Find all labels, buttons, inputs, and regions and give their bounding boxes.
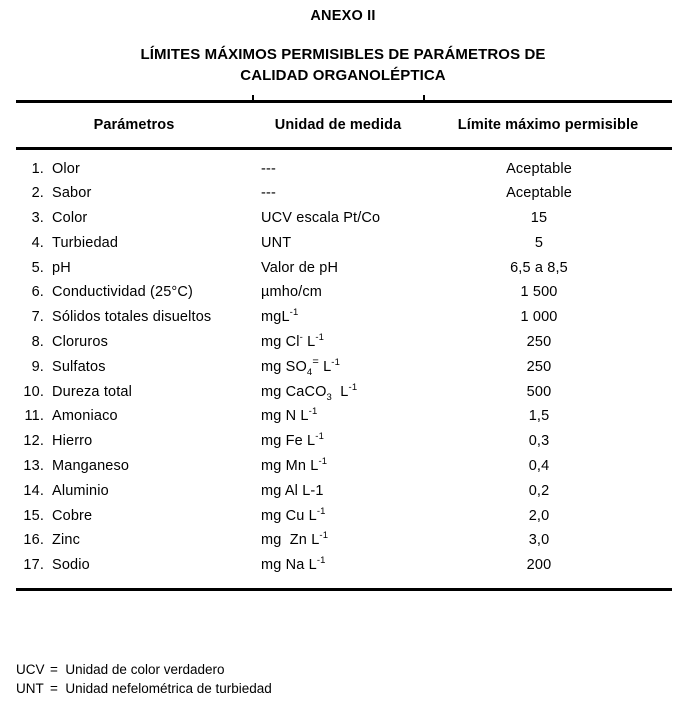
column-header-limite-maximo-permisible: Límite máximo permisible — [457, 117, 639, 133]
cell-unidad-de-medida: UCV escala Pt/Co — [261, 210, 381, 227]
row-number: 8. — [31, 334, 44, 351]
cell-unidad-de-medida: µmho/cm — [261, 284, 322, 301]
table-row — [16, 282, 672, 307]
footnote-key: UNT — [16, 681, 44, 696]
table-row — [16, 258, 672, 283]
footnote-text: Unidad de color verdadero — [57, 662, 225, 677]
cell-limite-maximo-permisible: 250 — [526, 334, 552, 351]
table-row — [16, 382, 672, 407]
cell-unidad-de-medida: mg N $L^{-1}$ — [261, 406, 318, 425]
cell-limite-maximo-permisible: 500 — [526, 383, 552, 400]
cell-unidad-de-medida: mg Na $L^{-1}$ — [261, 555, 326, 574]
cell-unidad-de-medida: --- — [261, 160, 276, 177]
footnote — [16, 660, 272, 679]
cell-parametro: Amoniaco — [52, 408, 118, 425]
table-row — [16, 555, 672, 580]
table-body — [16, 150, 672, 589]
cell-parametro: Sulfatos — [52, 358, 106, 375]
cell-limite-maximo-permisible: 200 — [526, 557, 552, 574]
cell-limite-maximo-permisible: 1 000 — [520, 309, 558, 326]
cell-limite-maximo-permisible: 6,5 a 8,5 — [510, 259, 568, 276]
cell-limite-maximo-permisible: 1 500 — [520, 284, 558, 301]
cell-parametro: Sabor — [52, 185, 92, 202]
table-row — [16, 431, 672, 456]
row-number: 16. — [23, 532, 44, 549]
row-number: 4. — [31, 234, 44, 251]
cell-limite-maximo-permisible: 3,0 — [528, 532, 550, 549]
row-number: 7. — [31, 309, 44, 326]
cell-parametro: Hierro — [52, 433, 93, 450]
cell-unidad-de-medida: mg Al L-1 — [261, 482, 324, 499]
cell-parametro: Sodio — [52, 557, 90, 574]
cell-unidad-de-medida: mg Zn $L^{-1}$ — [261, 530, 329, 549]
cell-limite-maximo-permisible: 15 — [530, 210, 548, 227]
cell-parametro: pH — [52, 259, 71, 276]
table-row — [16, 530, 672, 555]
page-subtitle-line-1: LÍMITES MÁXIMOS PERMISIBLES DE PARÁMETROS DE — [140, 46, 546, 63]
cell-unidad-de-medida: Valor de pH — [261, 259, 339, 276]
table-row — [16, 481, 672, 506]
row-number: 11. — [24, 408, 44, 425]
column-divider-tick-2 — [423, 95, 425, 100]
cell-unidad-de-medida: UNT — [261, 234, 292, 251]
footnote — [16, 679, 272, 698]
column-header-unidad-de-medida: Unidad de medida — [274, 117, 402, 133]
row-number: 5. — [31, 259, 44, 276]
cell-limite-maximo-permisible: 5 — [534, 234, 544, 251]
cell-parametro: Aluminio — [52, 482, 109, 499]
page-title: ANEXO II — [310, 8, 376, 24]
cell-limite-maximo-permisible: Aceptable — [506, 160, 572, 177]
row-number: 10. — [23, 383, 44, 400]
cell-limite-maximo-permisible: 250 — [526, 358, 552, 375]
page-subtitle — [0, 24, 686, 86]
cell-parametro: Cobre — [52, 507, 93, 524]
cell-limite-maximo-permisible: 0,3 — [528, 433, 550, 450]
footnote-equals: = — [50, 681, 58, 696]
table-row — [16, 332, 672, 357]
cell-parametro: Turbiedad — [52, 234, 119, 251]
row-number: 6. — [31, 284, 44, 301]
footnote-key: UCV — [16, 662, 45, 677]
cell-parametro: Color — [52, 210, 88, 227]
table-row — [16, 307, 672, 332]
cell-unidad-de-medida: --- — [261, 185, 276, 202]
row-number: 2. — [31, 185, 44, 202]
cell-limite-maximo-permisible: 2,0 — [528, 507, 550, 524]
cell-limite-maximo-permisible: Aceptable — [506, 185, 572, 202]
column-header-parametros: Parámetros — [93, 117, 175, 133]
table-row — [16, 506, 672, 531]
row-number: 14. — [23, 482, 44, 499]
row-number: 15. — [23, 507, 44, 524]
cell-parametro: Manganeso — [52, 458, 130, 475]
table-footnotes — [16, 660, 272, 698]
table-row — [16, 208, 672, 233]
cell-limite-maximo-permisible: 1,5 — [528, 408, 550, 425]
row-number: 12. — [23, 433, 44, 450]
table-header-row — [16, 103, 672, 147]
cell-unidad-de-medida: mg CaCO$_3$ $L^{-1}$ — [261, 381, 358, 403]
cell-unidad-de-medida: mg Mn $L^{-1}$ — [261, 456, 328, 475]
row-number: 1. — [31, 160, 44, 177]
cell-parametro: Dureza total — [52, 383, 132, 400]
cell-parametro: Conductividad (25°C) — [52, 284, 193, 301]
page-subtitle-line-2: CALIDAD ORGANOLÉPTICA — [240, 67, 446, 84]
footnote-equals: = — [50, 662, 58, 677]
table-row — [16, 456, 672, 481]
table-row — [16, 183, 672, 208]
cell-unidad-de-medida: mg Cu $L^{-1}$ — [261, 505, 326, 524]
cell-parametro: Cloruros — [52, 334, 108, 351]
table-row — [16, 406, 672, 431]
cell-parametro: Zinc — [52, 532, 80, 549]
row-number: 3. — [31, 210, 44, 227]
table-row — [16, 357, 672, 382]
limits-table — [16, 100, 672, 591]
table-row — [16, 233, 672, 258]
cell-unidad-de-medida: mg $SO_4^=$ $L^{-1}$ — [261, 356, 341, 378]
cell-limite-maximo-permisible: 0,2 — [528, 482, 550, 499]
footnote-text: Unidad nefelométrica de turbiedad — [57, 681, 272, 696]
row-number: 9. — [31, 358, 44, 375]
cell-parametro: Sólidos totales disueltos — [52, 309, 212, 326]
row-number: 13. — [23, 458, 44, 475]
cell-unidad-de-medida: mg Cl- $L^{-1}$ — [261, 332, 325, 351]
cell-parametro: Olor — [52, 160, 80, 177]
cell-limite-maximo-permisible: 0,4 — [528, 458, 550, 475]
table-bottom-rule — [16, 588, 672, 591]
table-row — [16, 159, 672, 184]
cell-unidad-de-medida: mg Fe $L^{-1}$ — [261, 431, 324, 450]
row-number: 17. — [23, 557, 44, 574]
cell-unidad-de-medida: mgL$^{-1}$ — [261, 307, 299, 326]
column-divider-tick-1 — [252, 95, 254, 100]
